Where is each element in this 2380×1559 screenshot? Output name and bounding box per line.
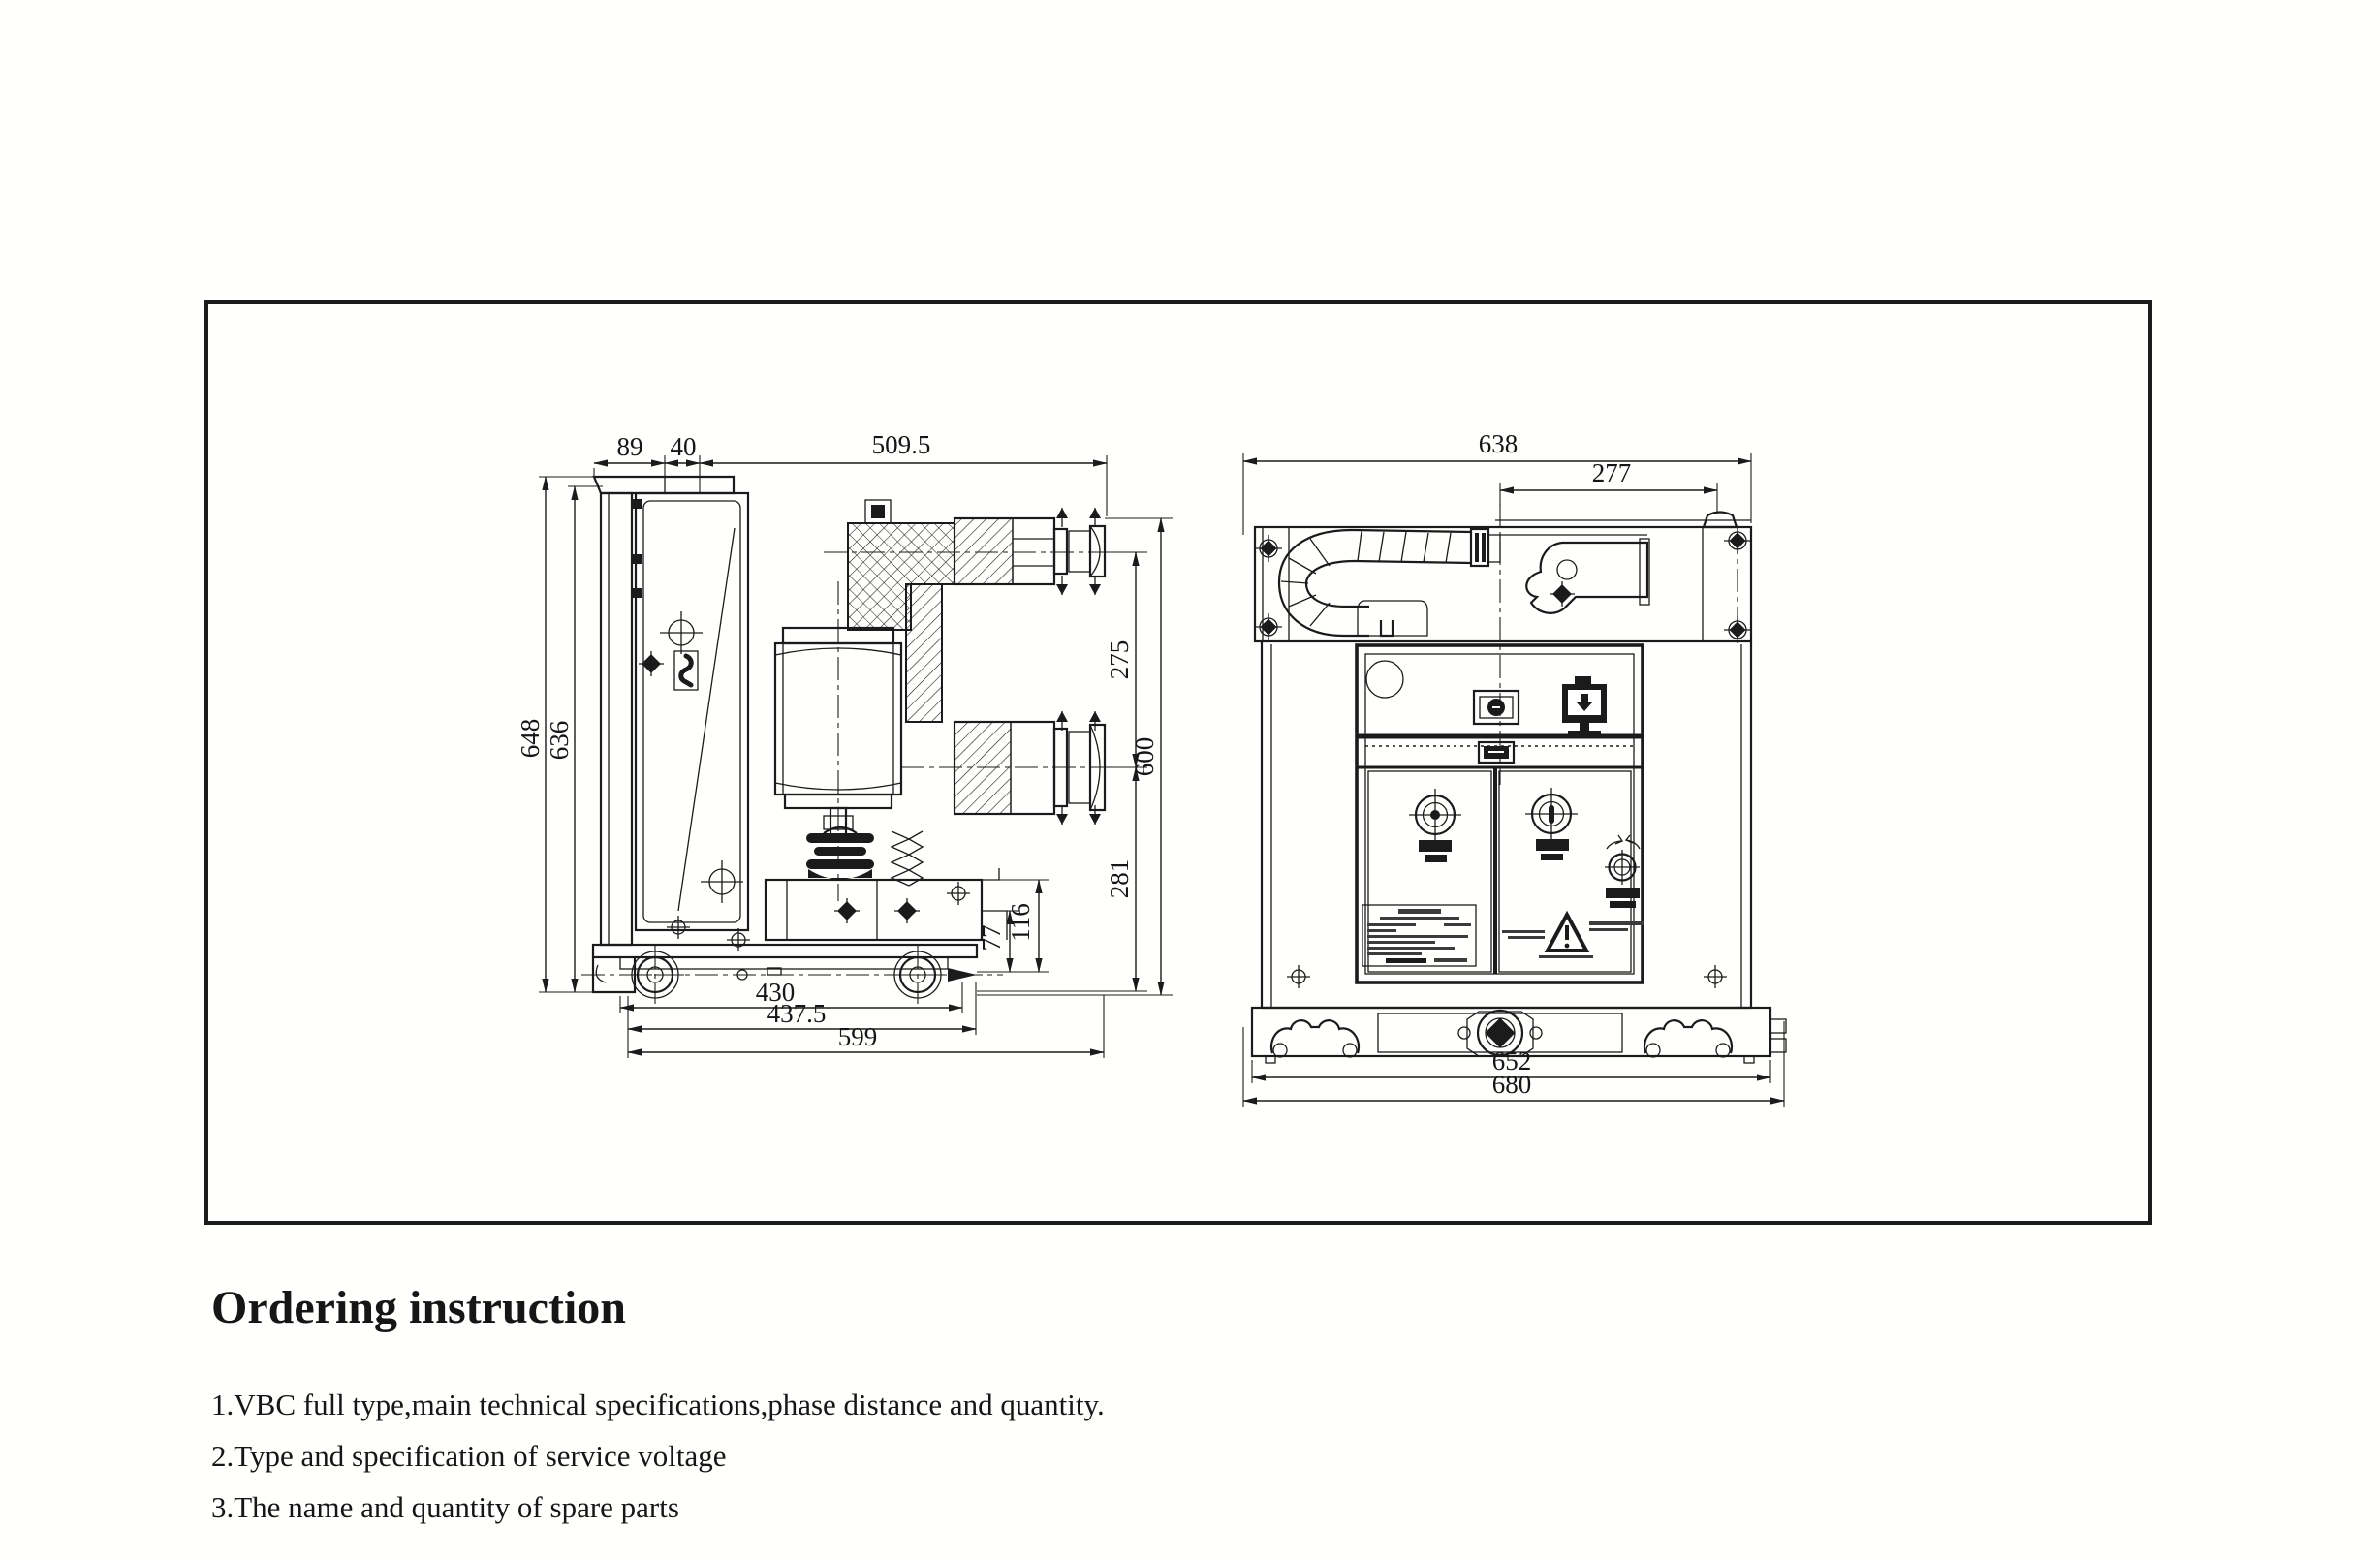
dim-label: 638 bbox=[1478, 429, 1519, 458]
dim-label: 600 bbox=[1130, 736, 1159, 777]
dim-label: 281 bbox=[1105, 858, 1134, 899]
side-view-dimensions bbox=[516, 430, 1173, 1058]
dim-label: 430 bbox=[755, 978, 796, 1007]
dim-label: 89 bbox=[616, 432, 643, 461]
drawing-border bbox=[206, 302, 2150, 1223]
nameplate bbox=[1362, 905, 1476, 966]
dim-label: 680 bbox=[1491, 1070, 1532, 1099]
dim-label: 277 bbox=[1591, 458, 1632, 487]
panel-latch bbox=[1479, 742, 1514, 763]
dim-label: 599 bbox=[837, 1022, 878, 1051]
panel-hole bbox=[1366, 661, 1403, 698]
dim-label: 77 bbox=[977, 924, 1006, 951]
dim-label: 275 bbox=[1105, 639, 1134, 680]
top-compartment bbox=[1255, 513, 1751, 644]
warning-triangle-icon bbox=[1502, 915, 1644, 958]
ordering-instruction-list bbox=[211, 1388, 1105, 1542]
list-item: 1.VBC full type,main technical specifications,phase distance and quantity. bbox=[211, 1388, 1105, 1421]
dim-label: 437.5 bbox=[767, 999, 827, 1028]
dim-label: 116 bbox=[1006, 903, 1035, 942]
section-heading: Ordering instruction bbox=[211, 1282, 626, 1333]
cable-conduit bbox=[1279, 529, 1500, 636]
front-view bbox=[1243, 429, 1786, 1107]
bellows-insulator bbox=[806, 827, 874, 880]
dim-label: 40 bbox=[670, 432, 697, 461]
list-item: 2.Type and specification of service voltage bbox=[211, 1439, 727, 1473]
hook-icon bbox=[674, 651, 698, 690]
lift-point-mark bbox=[660, 611, 703, 654]
open-button bbox=[1409, 789, 1461, 862]
flexible-connector bbox=[892, 831, 923, 886]
charge-indicator-icon bbox=[1562, 676, 1607, 738]
operation-counter bbox=[1474, 691, 1519, 724]
list-item: 3.The name and quantity of spare parts bbox=[211, 1490, 679, 1524]
draw-out-arrow bbox=[948, 968, 977, 982]
upper-terminal bbox=[955, 508, 1105, 595]
support-bracket bbox=[766, 868, 1007, 940]
dim-label: 648 bbox=[516, 718, 545, 759]
side-view bbox=[516, 430, 1173, 1058]
dim-label: 509.5 bbox=[871, 430, 931, 459]
lifting-eye bbox=[1704, 513, 1737, 528]
interlock-latch bbox=[1500, 535, 1649, 613]
dim-label: 636 bbox=[545, 720, 574, 761]
close-button bbox=[1525, 788, 1578, 860]
dim-label: 652 bbox=[1491, 1046, 1532, 1076]
